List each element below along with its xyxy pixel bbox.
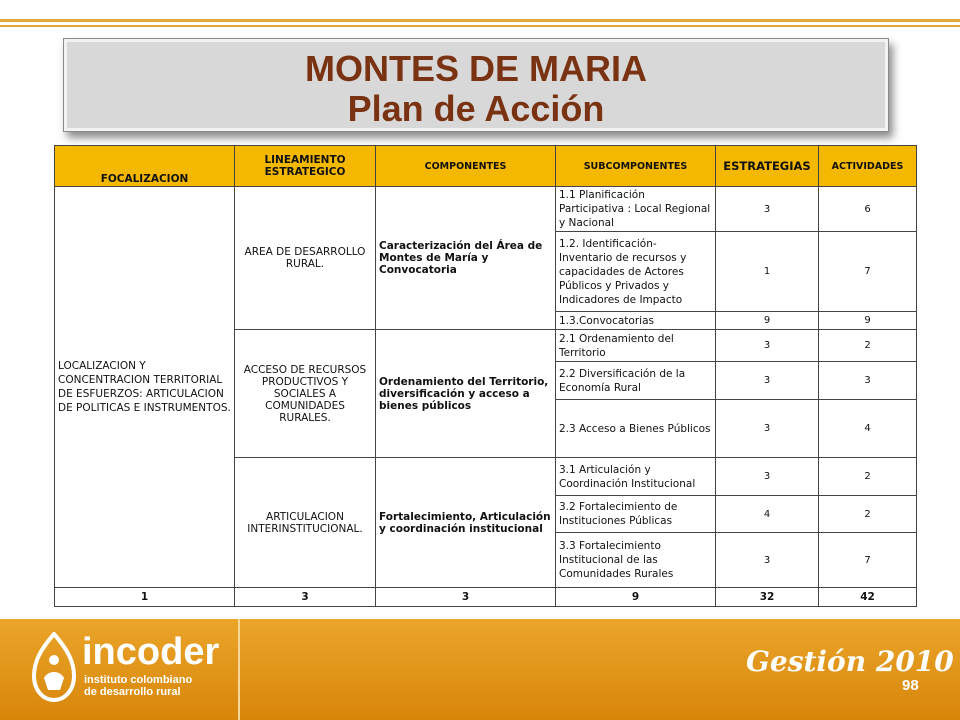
actividades-cell: 7 bbox=[819, 232, 917, 312]
page-number: 98 bbox=[902, 677, 919, 694]
actividades-cell: 2 bbox=[819, 330, 917, 362]
estrategias-cell: 3 bbox=[716, 458, 819, 496]
lineamiento-cell: ACCESO DE RECURSOS PRODUCTIVOS Y SOCIALES A COMUNIDADES RURALES. bbox=[235, 330, 376, 458]
subcomponente-cell: 3.1 Articulación y Coordinación Institucional bbox=[556, 458, 716, 496]
actividades-cell: 2 bbox=[819, 496, 917, 533]
top-rule-line bbox=[0, 19, 960, 22]
brand-subtitle bbox=[84, 674, 192, 698]
footer-divider bbox=[238, 619, 240, 720]
header-focalizacion: FOCALIZACION bbox=[55, 146, 235, 187]
total-cell: 3 bbox=[235, 588, 376, 607]
top-rule-line-2 bbox=[0, 25, 960, 27]
estrategias-cell: 4 bbox=[716, 496, 819, 533]
estrategias-cell: 3 bbox=[716, 330, 819, 362]
header-estrategias: ESTRATEGIAS bbox=[716, 146, 819, 187]
brand-subtitle-line-1: instituto colombiano bbox=[84, 674, 193, 686]
total-cell: 3 bbox=[376, 588, 556, 607]
estrategias-cell: 3 bbox=[716, 362, 819, 400]
estrategias-cell: 3 bbox=[716, 400, 819, 458]
estrategias-cell: 3 bbox=[716, 533, 819, 588]
componente-cell: Fortalecimiento, Articulación y coordinación institucional bbox=[376, 458, 556, 588]
componente-cell: Ordenamiento del Territorio, diversificación y acceso a bienes públicos bbox=[376, 330, 556, 458]
subcomponente-cell: 1.2. Identificación- Inventario de recursos y capacidades de Actores Públicos y Privados y Indicadores de Impacto bbox=[556, 232, 716, 312]
actividades-cell: 7 bbox=[819, 533, 917, 588]
header-componentes: COMPONENTES bbox=[376, 146, 556, 187]
actividades-cell: 6 bbox=[819, 187, 917, 232]
subcomponente-cell: 2.1 Ordenamiento del Territorio bbox=[556, 330, 716, 362]
title-box bbox=[63, 38, 889, 132]
header-actividades: ACTIVIDADES bbox=[819, 146, 917, 187]
estrategias-cell: 9 bbox=[716, 312, 819, 330]
estrategias-cell: 3 bbox=[716, 187, 819, 232]
incoder-logo-icon bbox=[30, 632, 78, 702]
subcomponente-cell: 2.2 Diversificación de la Economía Rural bbox=[556, 362, 716, 400]
page-subtitle: Plan de Acción bbox=[347, 88, 605, 129]
action-plan-table bbox=[54, 145, 917, 607]
table-header-row bbox=[55, 146, 917, 187]
subcomponente-cell: 1.3.Convocatorias bbox=[556, 312, 716, 330]
brand-subtitle-line-2: de desarrollo rural bbox=[84, 686, 181, 698]
header-subcomponentes: SUBCOMPONENTES bbox=[556, 146, 716, 187]
total-cell: 42 bbox=[819, 588, 917, 607]
gestion-label: Gestión 2010 bbox=[746, 645, 954, 678]
page-title: MONTES DE MARIA bbox=[305, 48, 647, 89]
header-lineamiento: LINEAMIENTO ESTRATEGICO bbox=[235, 146, 376, 187]
lineamiento-cell: AREA DE DESARROLLO RURAL. bbox=[235, 187, 376, 330]
actividades-cell: 4 bbox=[819, 400, 917, 458]
lineamiento-cell: ARTICULACION INTERINSTITUCIONAL. bbox=[235, 458, 376, 588]
totals-row bbox=[55, 588, 917, 607]
estrategias-cell: 1 bbox=[716, 232, 819, 312]
subcomponente-cell: 3.3 Fortalecimiento Institucional de las Comunidades Rurales bbox=[556, 533, 716, 588]
total-cell: 1 bbox=[55, 588, 235, 607]
actividades-cell: 3 bbox=[819, 362, 917, 400]
total-cell: 32 bbox=[716, 588, 819, 607]
actividades-cell: 2 bbox=[819, 458, 917, 496]
componente-cell: Caracterización del Área de Montes de María y Convocatoria bbox=[376, 187, 556, 330]
table-row bbox=[55, 187, 917, 232]
total-cell: 9 bbox=[556, 588, 716, 607]
actividades-cell: 9 bbox=[819, 312, 917, 330]
focalizacion-cell: LOCALIZACION Y CONCENTRACION TERRITORIAL DE ESFUERZOS: ARTICULACION DE POLITICAS E INSTRUMENTOS. bbox=[55, 187, 235, 588]
subcomponente-cell: 2.3 Acceso a Bienes Públicos bbox=[556, 400, 716, 458]
brand-name: incoder bbox=[82, 631, 220, 673]
subcomponente-cell: 3.2 Fortalecimiento de Instituciones Públicas bbox=[556, 496, 716, 533]
subcomponente-cell: 1.1 Planificación Participativa : Local Regional y Nacional bbox=[556, 187, 716, 232]
